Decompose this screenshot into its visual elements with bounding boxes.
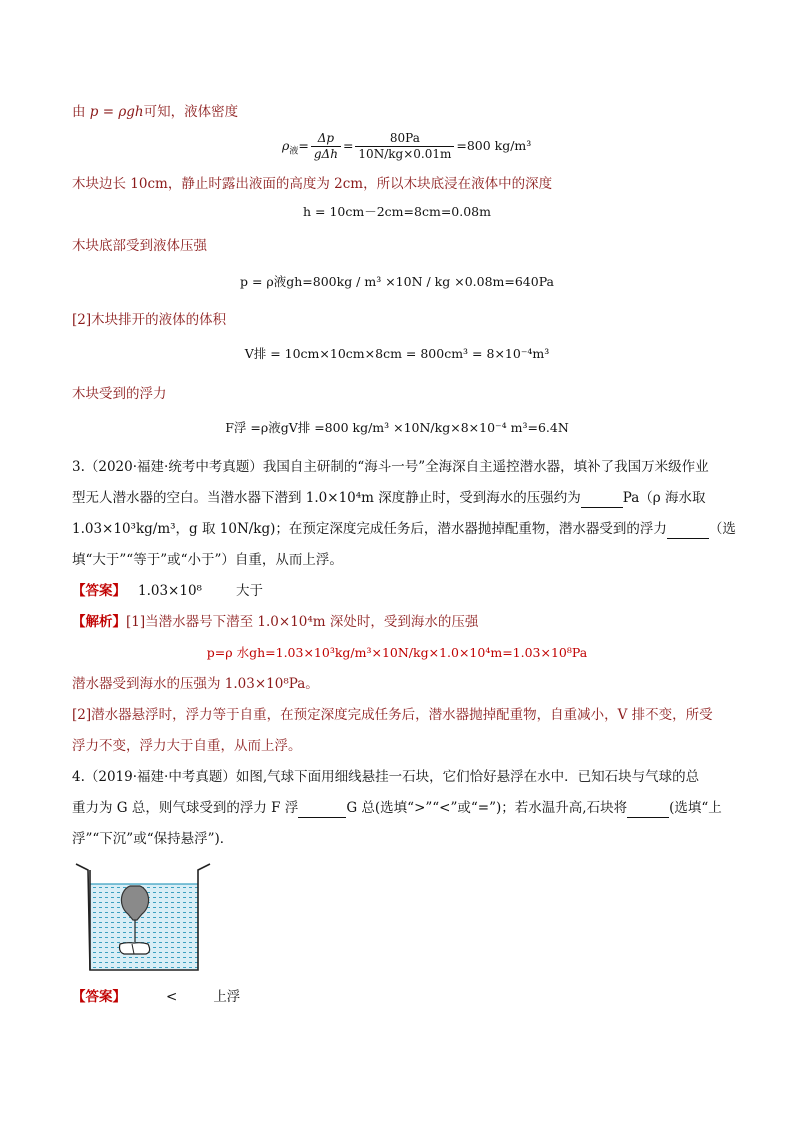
q4-line-3: 浮”“下沉”或“保持悬浮”)． [72,831,234,847]
q3-line-4: 填“大于”“等于”或“小于”）自重，从而上浮。 [72,552,343,568]
q3-line-1: 3.（2020·福建·统考中考真题）我国自主研制的“海斗一号”全海深自主遥控潜水器，填补了我国万米级作业 [72,459,709,475]
q3-line-3: 1.03×10³kg/m³，g 取 10N/kg)；在预定深度完成任务后，潜水器抛掉配重物，潜水器受到的浮力 （选 [72,521,736,537]
q4-blank-2 [627,801,669,818]
buoyancy-equation: F浮 =ρ液gV排 =800 kg/m³ ×10N/kg×8×10⁻⁴ m³=6.4N [225,420,569,435]
value-fraction: $\frac{80Pa}{10N/kg\times 0.01m}$ [355,131,454,162]
buoyancy-intro: 木块受到的浮力 [72,386,167,402]
delta-fraction: $\frac{\Delta p}{\text{gΔh}}$ [311,131,341,162]
density-intro: 由 p = ρgh可知，液体密度 [72,104,239,120]
q3-pressure-formula: p=ρ 水gh=1.03×10³kg/m³×10N/kg×1.0×10⁴m=1.03×10⁸Pa [206,645,588,660]
volume-equation: V排 = 10cm×10cm×8cm = 800cm³ = 8×10⁻⁴m³ [244,346,550,361]
pressure-equation: p = ρ液gh=800kg / m³ ×10N / kg ×0.08m=640Pa [239,274,555,289]
density-equation: $\rho_液=$ $\frac{\Delta p}{\text{gΔh}}$ = $\frac{80Pa}{10N/kg\times 0.01m}$ =800 kg/m³ [282,131,532,161]
q3-blank-1 [581,491,623,508]
q4-line-1: 4.（2019·福建·中考真题）如图,气球下面用细线悬挂一石块，它们恰好悬浮在水中．已知石块与气球的总 [72,769,700,785]
q4-blank-1 [298,801,346,818]
q4-line-2: 重力为 G 总，则气球受到的浮力 F 浮 G 总(选填“>”“<”或“=”)；若水温升高,石块将 (选填“上 [72,800,722,816]
analysis-tag: 【解析】 [72,614,126,630]
stone [120,943,150,954]
answer-tag: 【答案】 [72,583,126,599]
q3-line-2: 型无人潜水器的空白。当潜水器下潜到 1.0×10⁴m 深度静止时，受到海水的压强约为 Pa（ρ 海水取 [72,490,706,506]
q3-blank-2 [667,522,709,539]
beaker-figure [74,860,214,975]
q3-analysis-1: 【解析】[1]当潜水器号下潜至 1.0×10⁴m 深处时，受到海水的压强 [72,614,479,630]
pressure-intro: 木块底部受到液体压强 [72,238,207,254]
volume-intro: [2]木块排开的液体的体积 [72,312,227,328]
q4-answer: 【答案】 < 上浮 [72,989,241,1005]
q3-answer: 【答案】 1.03×10⁸ 大于 [72,583,263,599]
block-depth-text: 木块边长 10cm，静止时露出液面的高度为 2cm，所以木块底浸在液体中的深度 [72,176,553,192]
q3-analysis-3: [2]潜水器悬浮时，浮力等于自重，在预定深度完成任务后，潜水器抛掉配重物，自重减小，V 排不变，所受 [72,707,713,723]
answer-tag: 【答案】 [72,989,126,1005]
q3-analysis-2: 潜水器受到海水的压强为 1.03×10⁸Pa。 [72,676,319,692]
q3-analysis-4: 浮力不变，浮力大于自重，从而上浮。 [72,738,302,754]
depth-equation: h = 10cm－2cm=8cm=0.08m [303,204,491,219]
